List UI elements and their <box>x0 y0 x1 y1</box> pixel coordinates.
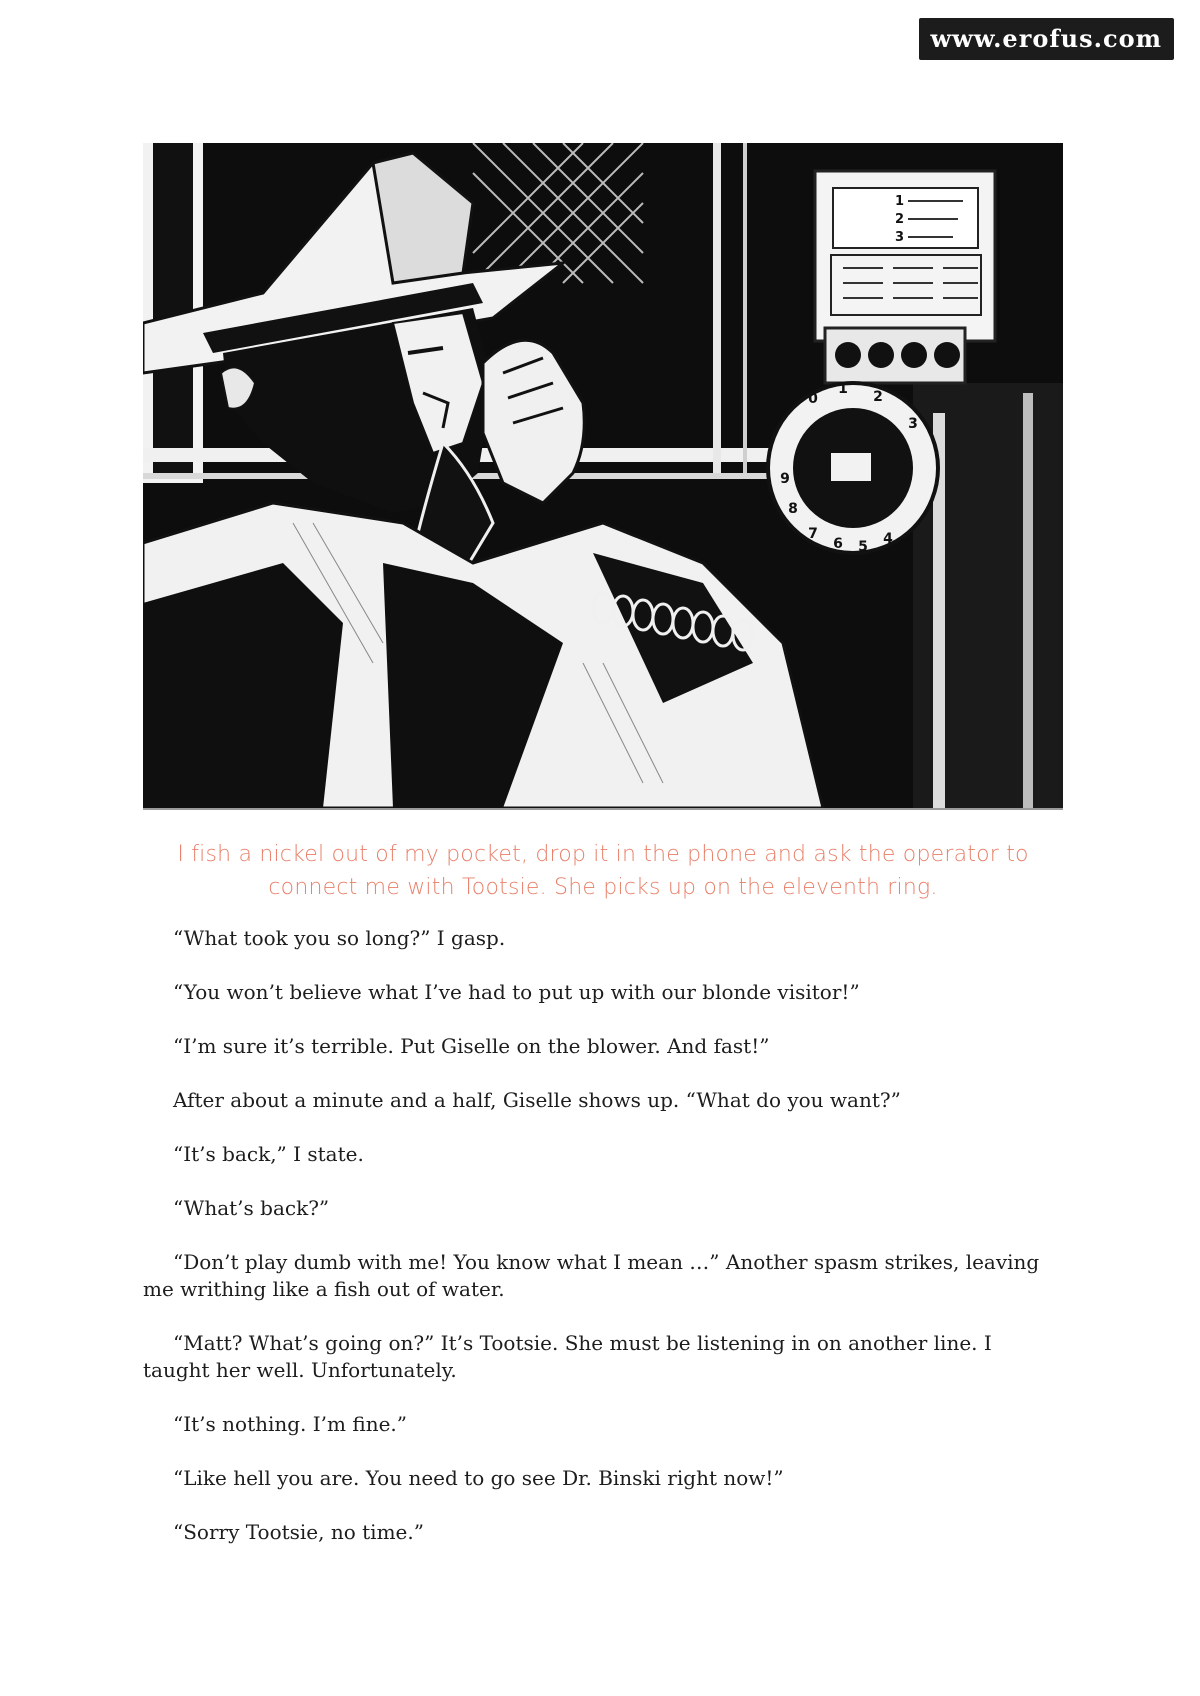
rotary-dial <box>768 381 938 555</box>
story-paragraph: “I’m sure it’s terrible. Put Giselle on the blower. And fast!” <box>173 1034 770 1058</box>
story-paragraph: “Like hell you are. You need to go see Dr. Binski right now!” <box>173 1466 784 1490</box>
svg-text:6: 6 <box>833 536 843 552</box>
story-paragraph: “What took you so long?” I gasp. <box>173 926 506 950</box>
story-paragraph: “Sorry Tootsie, no time.” <box>173 1520 424 1544</box>
story-paragraph: “Matt? What’s going on?” It’s Tootsie. She must be listening in on another line. I taught her well. Unfortunately. <box>143 1331 992 1382</box>
svg-text:9: 9 <box>780 471 790 487</box>
story-paragraph: “You won’t believe what I’ve had to put up with our blonde visitor!” <box>173 980 860 1004</box>
narration-caption: I fish a nickel out of my pocket, drop it in the phone and ask the operator to connect me with Tootsie. She picks up on the eleventh ring. <box>177 842 1029 900</box>
svg-text:0: 0 <box>808 391 818 407</box>
svg-text:5: 5 <box>858 539 868 555</box>
story-paragraph: “Don’t play dumb with me! You know what I mean …” Another spasm strikes, leaving me writhing like a fish out of water. <box>143 1250 1040 1301</box>
story-paragraph: After about a minute and a half, Giselle shows up. “What do you want?” <box>173 1088 901 1112</box>
svg-text:2: 2 <box>873 389 883 405</box>
story-text <box>143 925 1063 1573</box>
comic-panel-illustration <box>143 143 1063 810</box>
operator-board <box>815 171 995 341</box>
svg-text:3: 3 <box>895 230 905 245</box>
detective-phone-booth-drawing <box>143 143 1063 808</box>
svg-text:7: 7 <box>808 526 818 542</box>
svg-text:3: 3 <box>908 416 918 432</box>
story-paragraph: “It’s nothing. I’m fine.” <box>173 1412 407 1436</box>
svg-text:8: 8 <box>788 501 798 517</box>
svg-text:4: 4 <box>883 531 893 547</box>
site-watermark: www.erofus.com <box>919 18 1175 60</box>
svg-text:1: 1 <box>895 194 905 209</box>
story-paragraph: “It’s back,” I state. <box>173 1142 364 1166</box>
coin-slots <box>825 328 965 383</box>
svg-text:1: 1 <box>838 381 848 397</box>
story-paragraph: “What’s back?” <box>173 1196 330 1220</box>
svg-text:2: 2 <box>895 212 905 227</box>
